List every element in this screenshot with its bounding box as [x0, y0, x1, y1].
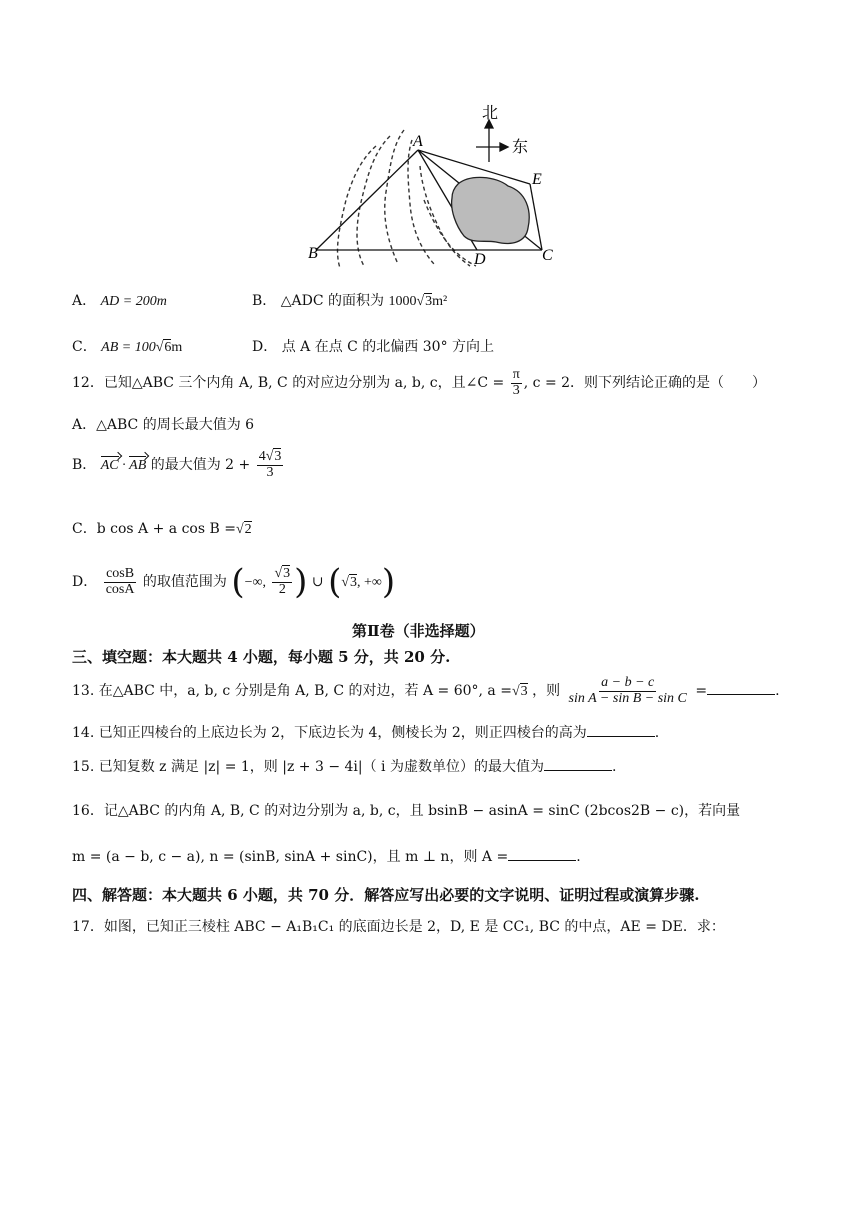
q12-stem: 12．已知△ABC 三个内角 A, B, C 的对应边分别为 a, b, c，且∠C = $\frac{\pi}{3}$ , c = 2．则下列结论正确的是（ ） [72, 367, 767, 398]
pi-over-3-fraction: $\frac{\pi}{3}$ [512, 367, 520, 398]
q13: 13. 在△ABC 中，a, b, c 分别是角 A, B, C 的对边，若 A = 60°, a =√3 ，则 $\frac{a - b - c}{\text{sin A − sin B − sin C}}$ = . [72, 675, 780, 706]
section-2-title: 第Ⅱ卷（非选择题） [352, 622, 485, 640]
q12-option-d: D． $\frac{\cos B}{\cos A}$ 的取值范围为 (−∞, $\frac{√3}{2}$ ) ∪ (√3, +∞) [72, 562, 396, 602]
point-D-label: D [474, 251, 486, 268]
point-B-label: B [308, 245, 318, 262]
q14: 14. 已知正四棱台的上底边长为 2，下底边长为 4，侧棱长为 2，则正四棱台的高为 . [72, 725, 660, 741]
q15: 15. 已知复数 z 满足 |z| = 1，则 |z + 3 − 4i|（ i 为虚数单位）的最大值为 . [72, 759, 617, 775]
q11-option-a: A． AD = 200m [72, 293, 167, 309]
q12-b-fraction: $\frac{4√3}{3}$ [258, 449, 282, 480]
q11-option-c: C． AB = 100√6m [72, 339, 183, 355]
q16-line2: m = (a − b, c − a), n = (sinB, sinA + sinC)，且 m ⊥ n，则 A = . [72, 849, 581, 865]
q16-line1: 16．记△ABC 的内角 A, B, C 的对边分别为 a, b, c，且 bsinB − asinA = sinC (2bcos2B − c)，若向量 [72, 803, 741, 819]
q11-option-b: B． △ADC 的面积为 1000√3m² [252, 293, 448, 309]
cos-ratio-fraction: $\frac{\cos B}{\cos A}$ [105, 565, 135, 597]
q16-answer-blank[interactable] [508, 848, 576, 861]
section-3-title: 三、填空题：本大题共 4 小题，每小题 5 分，共 20 分. [72, 648, 451, 666]
q17: 17．如图，已知正三棱柱 ABC − A₁B₁C₁ 的底面边长是 2，D, E 是 CC₁, BC 的中点，AE = DE．求： [72, 919, 725, 935]
compass-east-label: 东 [512, 137, 529, 156]
lake-shape [452, 177, 530, 243]
point-A-label: A [413, 133, 423, 150]
map-figure [300, 100, 560, 272]
compass [476, 120, 508, 162]
q12-option-a: A．△ABC 的周长最大值为 6 [72, 417, 255, 433]
q11-option-a-text: AD = 200m [100, 294, 167, 309]
q13-fraction: $\frac{a - b - c}{\text{sin A − sin B − sin C}}$ [568, 675, 687, 706]
sqrt3-over-2-fraction: $\frac{√3}{2}$ [274, 565, 291, 597]
q14-answer-blank[interactable] [587, 724, 655, 737]
compass-north-label: 北 [482, 103, 499, 122]
q12-option-b: B． AC · AB 的最大值为 2 + $\frac{4√3}{3}$ [72, 449, 282, 480]
section-4-title: 四、解答题：本大题共 6 小题，共 70 分．解答应写出必要的文字说明、证明过程或演算步骤. [72, 886, 700, 904]
point-C-label: C [542, 247, 553, 264]
point-E-label: E [532, 171, 542, 188]
q12-option-c: C．b cos A + a cos B =√2 [72, 521, 252, 537]
q11-option-d: D． 点 A 在点 C 的北偏西 30° 方向上 [252, 339, 495, 355]
q15-answer-blank[interactable] [544, 758, 612, 771]
q13-answer-blank[interactable] [707, 682, 775, 695]
